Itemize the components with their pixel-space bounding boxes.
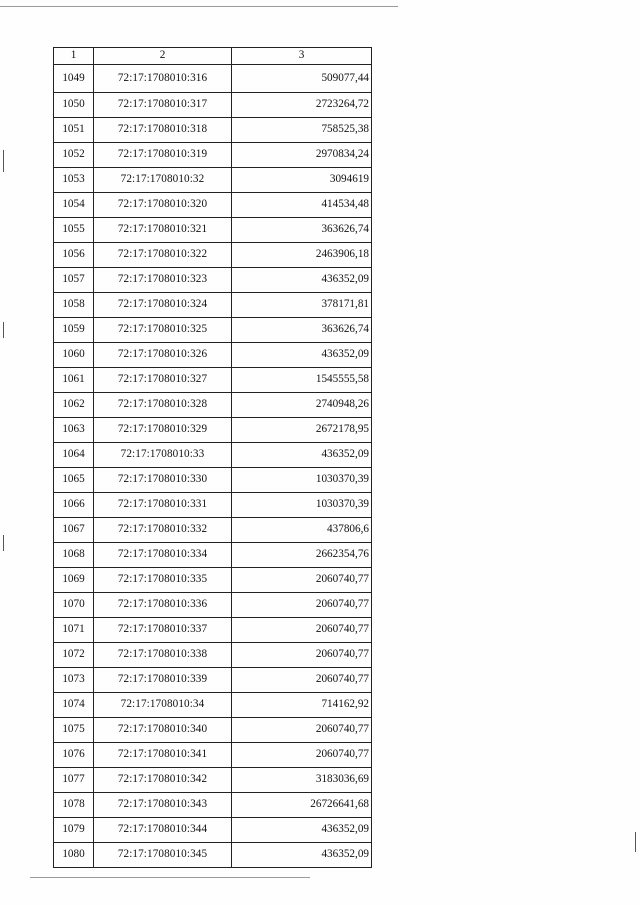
cadastral-value-cell: 2060740,77: [232, 718, 372, 743]
cadastral-number-cell: 72:17:1708010:322: [94, 243, 232, 268]
cadastral-value-cell: 714162,92: [232, 693, 372, 718]
row-number-cell: 1078: [54, 793, 94, 818]
table-row: [54, 65, 372, 93]
row-number-cell: 1049: [54, 65, 94, 93]
cadastral-number-cell: 72:17:1708010:341: [94, 743, 232, 768]
cadastral-value-cell: 2970834,24: [232, 143, 372, 168]
table-row: [54, 293, 372, 318]
row-number-cell: 1051: [54, 118, 94, 143]
table-row: [54, 368, 372, 393]
row-number-cell: 1060: [54, 343, 94, 368]
table-row: [54, 543, 372, 568]
table-row: [54, 168, 372, 193]
row-number-cell: 1080: [54, 843, 94, 868]
scan-edge-mark: [3, 322, 4, 338]
row-number-cell: 1073: [54, 668, 94, 693]
cadastral-number-cell: 72:17:1708010:34: [94, 693, 232, 718]
table-row: [54, 843, 372, 868]
row-number-cell: 1055: [54, 218, 94, 243]
table-row: [54, 568, 372, 593]
table-row: [54, 318, 372, 343]
row-number-cell: 1076: [54, 743, 94, 768]
table-row: [54, 268, 372, 293]
scan-edge-mark: [3, 150, 4, 172]
cadastral-value-cell: 363626,74: [232, 318, 372, 343]
cadastral-value-cell: 1030370,39: [232, 468, 372, 493]
cadastral-number-cell: 72:17:1708010:331: [94, 493, 232, 518]
cadastral-value-cell: 2662354,76: [232, 543, 372, 568]
row-number-cell: 1068: [54, 543, 94, 568]
cadastral-number-cell: 72:17:1708010:337: [94, 618, 232, 643]
table-row: [54, 193, 372, 218]
cadastral-value-cell: 414534,48: [232, 193, 372, 218]
cadastral-value-cell: 2060740,77: [232, 668, 372, 693]
cadastral-number-cell: 72:17:1708010:318: [94, 118, 232, 143]
cadastral-value-cell: 2740948,26: [232, 393, 372, 418]
table-row: [54, 818, 372, 843]
row-number-cell: 1067: [54, 518, 94, 543]
row-number-cell: 1058: [54, 293, 94, 318]
row-number-cell: 1059: [54, 318, 94, 343]
cadastral-value-cell: 2060740,77: [232, 618, 372, 643]
row-number-cell: 1061: [54, 368, 94, 393]
table-row: [54, 443, 372, 468]
row-number-cell: 1072: [54, 643, 94, 668]
cadastral-number-cell: 72:17:1708010:335: [94, 568, 232, 593]
cadastral-number-cell: 72:17:1708010:324: [94, 293, 232, 318]
table-row: [54, 593, 372, 618]
cadastral-number-cell: 72:17:1708010:330: [94, 468, 232, 493]
cadastral-number-cell: 72:17:1708010:328: [94, 393, 232, 418]
scan-edge-mark: [3, 535, 4, 551]
cadastral-number-cell: 72:17:1708010:338: [94, 643, 232, 668]
cadastral-number-cell: 72:17:1708010:317: [94, 93, 232, 118]
cadastral-value-cell: 3094619: [232, 168, 372, 193]
cadastral-value-cell: 3183036,69: [232, 768, 372, 793]
cadastral-number-cell: 72:17:1708010:344: [94, 818, 232, 843]
row-number-cell: 1057: [54, 268, 94, 293]
cadastral-number-cell: 72:17:1708010:345: [94, 843, 232, 868]
table-row: [54, 518, 372, 543]
cadastral-number-cell: 72:17:1708010:323: [94, 268, 232, 293]
cadastral-value-cell: 436352,09: [232, 443, 372, 468]
row-number-cell: 1053: [54, 168, 94, 193]
table-row: [54, 468, 372, 493]
table-row: [54, 393, 372, 418]
cadastral-value-cell: 26726641,68: [232, 793, 372, 818]
row-number-cell: 1066: [54, 493, 94, 518]
table-row: [54, 793, 372, 818]
cadastral-value-cell: 436352,09: [232, 818, 372, 843]
row-number-cell: 1079: [54, 818, 94, 843]
table-row: [54, 143, 372, 168]
row-number-cell: 1054: [54, 193, 94, 218]
table-row: [54, 418, 372, 443]
cadastral-number-cell: 72:17:1708010:339: [94, 668, 232, 693]
cadastral-value-cell: 436352,09: [232, 343, 372, 368]
row-number-cell: 1071: [54, 618, 94, 643]
row-number-cell: 1052: [54, 143, 94, 168]
table-row: [54, 243, 372, 268]
cadastral-value-cell: 2060740,77: [232, 593, 372, 618]
table-row: [54, 693, 372, 718]
row-number-cell: 1070: [54, 593, 94, 618]
table-row: [54, 743, 372, 768]
row-number-cell: 1077: [54, 768, 94, 793]
table-row: [54, 343, 372, 368]
cadastral-number-cell: 72:17:1708010:32: [94, 168, 232, 193]
table-body: [54, 65, 372, 868]
table-row: [54, 668, 372, 693]
table-row: [54, 718, 372, 743]
cadastral-value-cell: 436352,09: [232, 843, 372, 868]
table-row: [54, 618, 372, 643]
cadastral-value-table: [53, 47, 372, 868]
column-header-1: 1: [54, 48, 94, 65]
cadastral-value-cell: 363626,74: [232, 218, 372, 243]
scan-edge-mark: [635, 832, 636, 852]
row-number-cell: 1056: [54, 243, 94, 268]
table-row: [54, 93, 372, 118]
row-number-cell: 1069: [54, 568, 94, 593]
cadastral-value-cell: 378171,81: [232, 293, 372, 318]
column-header-3: 3: [232, 48, 372, 65]
cadastral-value-cell: 437806,6: [232, 518, 372, 543]
top-scan-rule: [0, 6, 398, 7]
table-row: [54, 218, 372, 243]
cadastral-number-cell: 72:17:1708010:321: [94, 218, 232, 243]
cadastral-value-cell: 1545555,58: [232, 368, 372, 393]
row-number-cell: 1050: [54, 93, 94, 118]
cadastral-value-cell: 2060740,77: [232, 643, 372, 668]
cadastral-number-cell: 72:17:1708010:336: [94, 593, 232, 618]
cadastral-number-cell: 72:17:1708010:33: [94, 443, 232, 468]
cadastral-number-cell: 72:17:1708010:319: [94, 143, 232, 168]
cadastral-number-cell: 72:17:1708010:334: [94, 543, 232, 568]
cadastral-number-cell: 72:17:1708010:332: [94, 518, 232, 543]
cadastral-number-cell: 72:17:1708010:340: [94, 718, 232, 743]
table-row: [54, 493, 372, 518]
cadastral-number-cell: 72:17:1708010:327: [94, 368, 232, 393]
row-number-cell: 1062: [54, 393, 94, 418]
table-row: [54, 768, 372, 793]
cadastral-number-cell: 72:17:1708010:320: [94, 193, 232, 218]
cadastral-value-cell: 509077,44: [232, 65, 372, 93]
cadastral-value-cell: 436352,09: [232, 268, 372, 293]
cadastral-number-cell: 72:17:1708010:316: [94, 65, 232, 93]
cadastral-value-cell: 1030370,39: [232, 493, 372, 518]
row-number-cell: 1063: [54, 418, 94, 443]
cadastral-number-cell: 72:17:1708010:326: [94, 343, 232, 368]
cadastral-value-cell: 2723264,72: [232, 93, 372, 118]
table-row: [54, 643, 372, 668]
cadastral-number-cell: 72:17:1708010:329: [94, 418, 232, 443]
cadastral-number-cell: 72:17:1708010:343: [94, 793, 232, 818]
row-number-cell: 1064: [54, 443, 94, 468]
column-number-row: [54, 48, 372, 65]
row-number-cell: 1065: [54, 468, 94, 493]
row-number-cell: 1075: [54, 718, 94, 743]
cadastral-value-cell: 2060740,77: [232, 568, 372, 593]
cadastral-value-cell: 2672178,95: [232, 418, 372, 443]
table-row: [54, 118, 372, 143]
cadastral-number-cell: 72:17:1708010:325: [94, 318, 232, 343]
cadastral-value-cell: 2060740,77: [232, 743, 372, 768]
row-number-cell: 1074: [54, 693, 94, 718]
column-header-2: 2: [94, 48, 232, 65]
cadastral-value-cell: 2463906,18: [232, 243, 372, 268]
bottom-scan-rule: [30, 877, 310, 878]
cadastral-number-cell: 72:17:1708010:342: [94, 768, 232, 793]
cadastral-value-cell: 758525,38: [232, 118, 372, 143]
